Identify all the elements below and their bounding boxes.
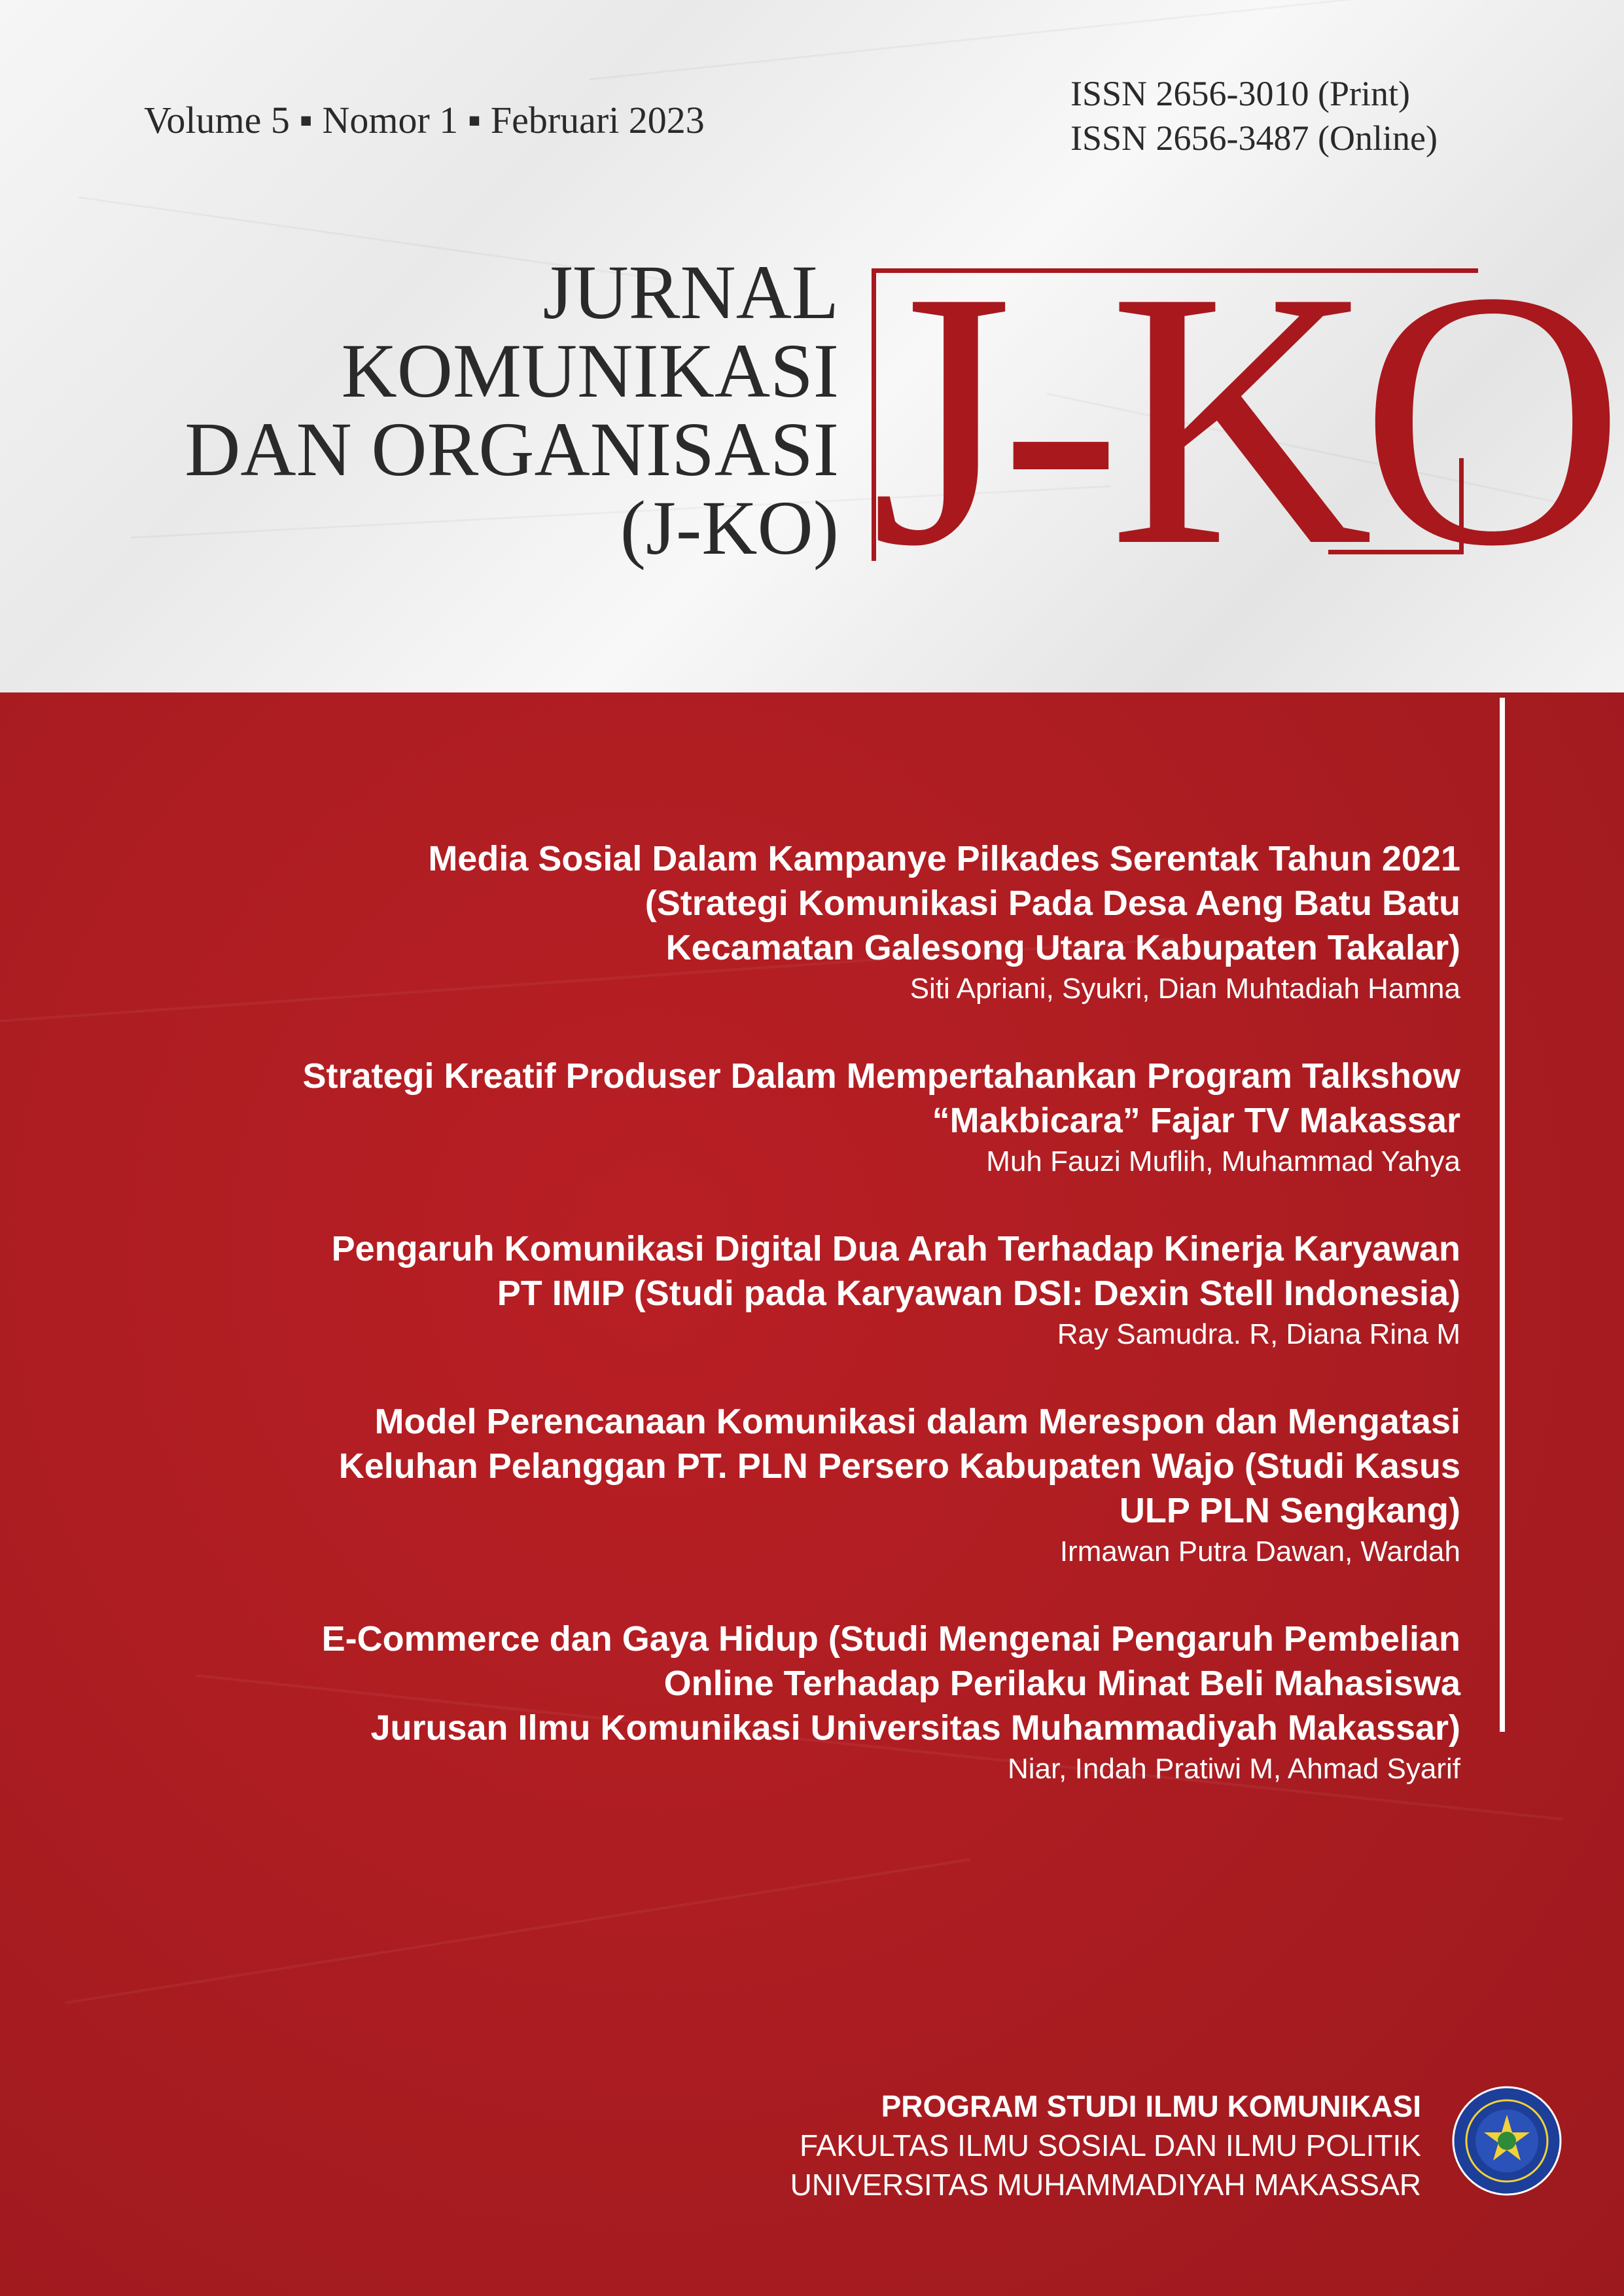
article-title [86, 1617, 1460, 1750]
publisher-program: PROGRAM STUDI ILMU KOMUNIKASI [881, 2089, 1421, 2123]
article-item [86, 1399, 1460, 1571]
article-authors: Ray Samudra. R, Diana Rina M [1057, 1318, 1460, 1350]
journal-title-line4: (J-KO) [620, 485, 839, 571]
volume-line: Volume 5 ▪ Nomor 1 ▪ Februari 2023 [144, 99, 705, 141]
article-title [86, 1054, 1460, 1143]
article-item [86, 1227, 1460, 1354]
article-title-line: Jurusan Ilmu Komunikasi Universitas Muhammadiyah Makassar) [370, 1708, 1460, 1748]
article-title-line: ULP PLN Sengkang) [1119, 1491, 1460, 1530]
article-title-line: Model Perencanaan Komunikasi dalam Merespon dan Mengatasi [374, 1402, 1460, 1441]
article-title [86, 836, 1460, 970]
article-title-line: (Strategi Komunikasi Pada Desa Aeng Batu Batu [644, 884, 1460, 923]
article-item [86, 836, 1460, 1008]
issn-online: ISSN 2656-3487 (Online) [1070, 118, 1438, 158]
article-list [86, 836, 1460, 1834]
article-title-line: Keluhan Pelanggan PT. PLN Persero Kabupaten Wajo (Studi Kasus [338, 1446, 1460, 1486]
article-title-line: Media Sosial Dalam Kampanye Pilkades Serentak Tahun 2021 [428, 839, 1460, 878]
vertical-rule [1500, 698, 1505, 1732]
article-item [86, 1617, 1460, 1788]
publisher-university: UNIVERSITAS MUHAMMADIYAH MAKASSAR [790, 2168, 1421, 2202]
article-authors: Siti Apriani, Syukri, Dian Muhtadiah Hamna [909, 973, 1460, 1005]
paper-crease [589, 0, 1370, 81]
publisher-faculty: FAKULTAS ILMU SOSIAL DAN ILMU POLITIK [799, 2128, 1421, 2162]
article-title-line: Pengaruh Komunikasi Digital Dua Arah Terhadap Kinerja Karyawan [331, 1229, 1460, 1268]
paper-crease [65, 1858, 970, 2004]
article-title-line: Online Terhadap Perilaku Minat Beli Mahasiswa [663, 1664, 1460, 1703]
article-title [86, 1227, 1460, 1316]
journal-title-line1: JURNAL [542, 249, 839, 335]
journal-title-line2: KOMUNIKASI [341, 328, 839, 414]
university-emblem-icon [1451, 2085, 1562, 2197]
issn-print: ISSN 2656-3010 (Print) [1070, 74, 1411, 113]
article-title-line: Strategi Kreatif Produser Dalam Mempertahankan Program Talkshow [302, 1056, 1460, 1096]
article-title-line: E-Commerce dan Gaya Hidup (Studi Mengenai Pengaruh Pembelian [321, 1619, 1460, 1659]
article-title-line: “Makbicara” Fajar TV Makassar [932, 1101, 1460, 1140]
publisher-block [790, 2087, 1421, 2204]
article-title-line: Kecamatan Galesong Utara Kabupaten Takalar) [665, 928, 1460, 967]
journal-title-line3: DAN ORGANISASI [185, 406, 839, 492]
article-authors: Irmawan Putra Dawan, Wardah [1059, 1535, 1460, 1568]
journal-logo: J-KO [870, 216, 1612, 622]
article-title [86, 1399, 1460, 1533]
article-authors: Niar, Indah Pratiwi M, Ahmad Syarif [1007, 1753, 1460, 1785]
article-authors: Muh Fauzi Muflih, Muhammad Yahya [986, 1145, 1460, 1177]
article-item [86, 1054, 1460, 1181]
article-title-line: PT IMIP (Studi pada Karyawan DSI: Dexin Stell Indonesia) [497, 1274, 1460, 1313]
